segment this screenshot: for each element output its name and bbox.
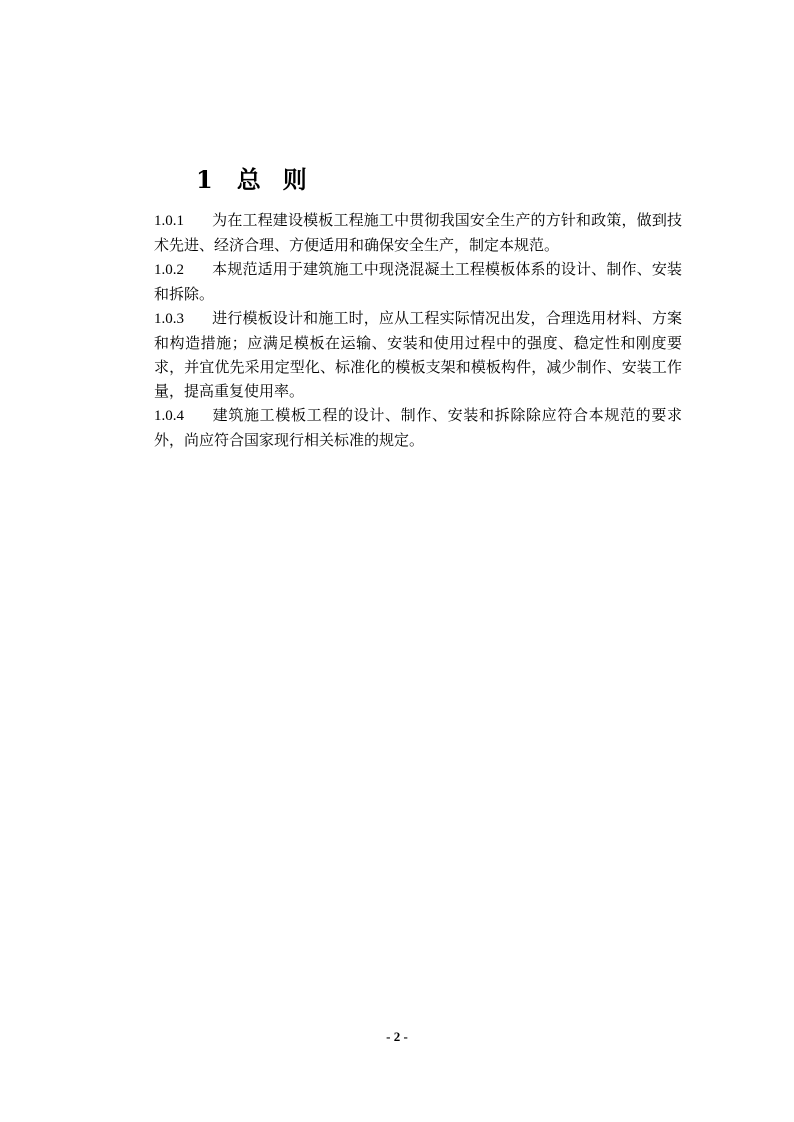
clause-1-0-1 <box>154 208 682 257</box>
page-number: - 2 - <box>386 1029 408 1044</box>
clause-number: 1.0.3 <box>154 311 184 327</box>
clause-number: 1.0.2 <box>154 262 184 278</box>
clause-number: 1.0.1 <box>154 213 184 229</box>
clause-1-0-3 <box>154 306 682 403</box>
clause-1-0-4 <box>154 403 682 452</box>
chapter-title-char-1: 总 <box>236 165 261 194</box>
clause-text: 进行模板设计和施工时，应从工程实际情况出发，合理选用材料、方案和构造措施；应满足模板在运输、安装和使用过程中的强度、稳定性和刚度要求，并宜优先采用定型化、标准化的模板支架和模板构件，减少制作、安装工作量，提高重复使用率。 <box>154 309 682 400</box>
chapter-title <box>196 163 307 197</box>
chapter-title-char-2: 则 <box>282 165 307 194</box>
chapter-body <box>154 208 682 452</box>
clause-1-0-2 <box>154 257 682 306</box>
clause-text: 建筑施工模板工程的设计、制作、安装和拆除除应符合本规范的要求外，尚应符合国家现行相关标准的规定。 <box>154 406 682 449</box>
clause-text: 为在工程建设模板工程施工中贯彻我国安全生产的方针和政策，做到技术先进、经济合理、方便适用和确保安全生产，制定本规范。 <box>154 211 682 254</box>
clause-text: 本规范适用于建筑施工中现浇混凝土工程模板体系的设计、制作、安装和拆除。 <box>154 260 682 303</box>
chapter-number: 1 <box>196 165 213 194</box>
clause-number: 1.0.4 <box>154 408 184 424</box>
